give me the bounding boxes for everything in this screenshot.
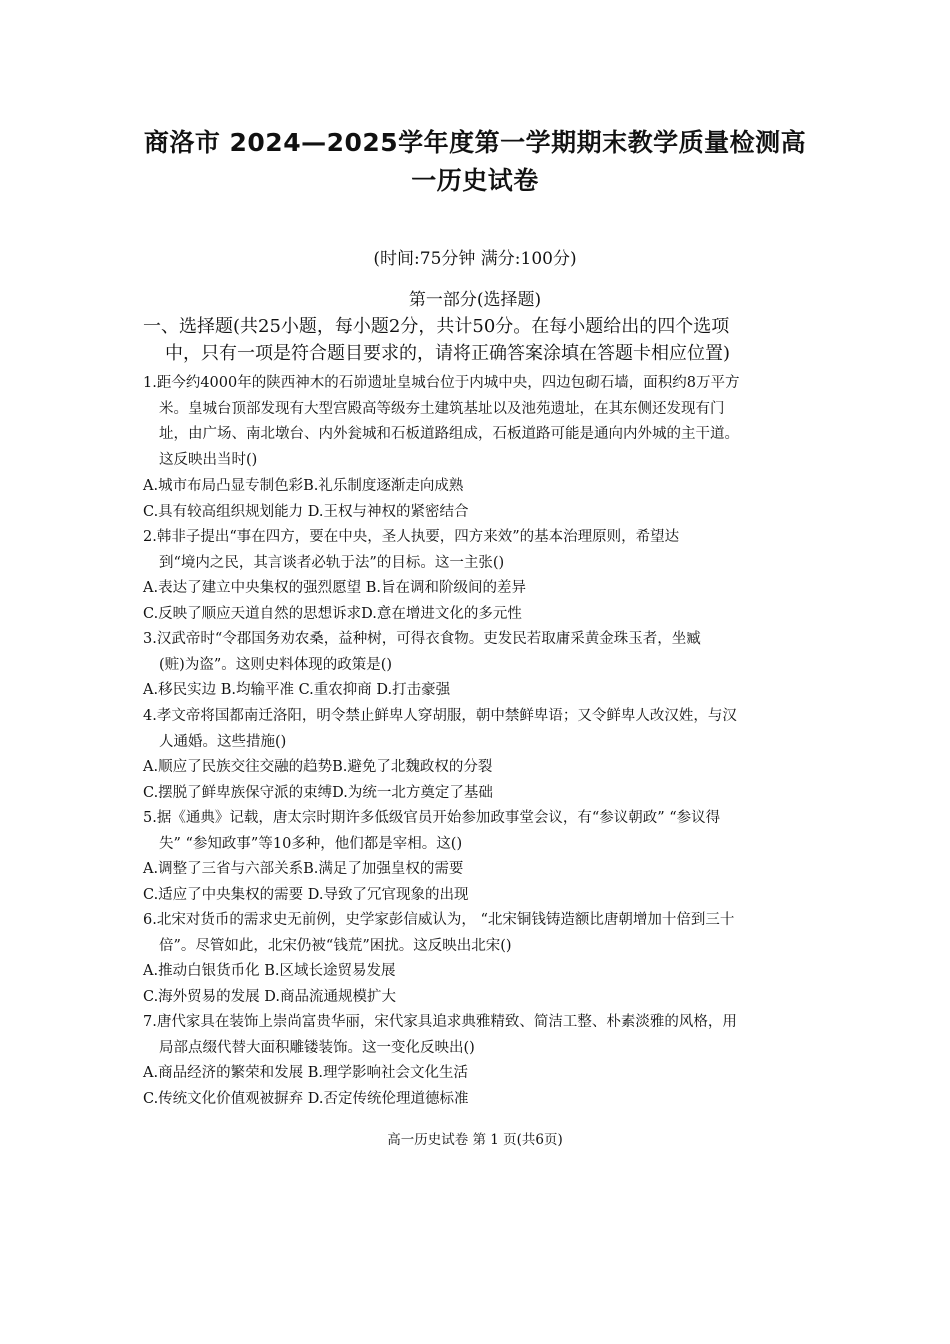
option-line: A.调整了三省与六部关系B.满足了加强皇权的需要	[143, 861, 464, 877]
option-line: C.摆脱了鲜卑族保守派的束缚D.为统一北方奠定了基础	[143, 784, 493, 801]
question-line: 2.韩非子提出“事在四方，要在中央，圣人执要，四方来效”的基本治理原则，希望达	[143, 529, 680, 545]
option-line: A.商品经济的繁荣和发展 B.理学影响社会文化生活	[143, 1065, 468, 1081]
question-line: 3.汉武帝时“令郡国务劝农桑，益种树，可得衣食物。吏发民若取庸采黄金珠玉者，坐臧	[143, 631, 701, 647]
question-6	[143, 908, 815, 959]
question-2	[143, 525, 815, 576]
part-heading: 第一部分(选择题)	[408, 290, 542, 310]
title-line-1: 商洛市 2024—2025学年度第一学期期末教学质量检测高	[143, 128, 807, 157]
question-line: (赃)为盗”。这则史料体现的政策是()	[159, 656, 393, 673]
option-line: C.海外贸易的发展 D.商品流通规模扩大	[143, 988, 397, 1005]
question-line: 6.北宋对货币的需求史无前例，史学家彭信威认为， “北宋铜钱铸造额比唐朝增加十倍到三十	[143, 912, 735, 928]
question-5-options	[143, 857, 815, 908]
question-line: 7.唐代家具在装饰上崇尚富贵华丽，宋代家具追求典雅精致、简洁工整、朴素淡雅的风格，用	[143, 1014, 737, 1030]
question-2-options	[143, 576, 815, 627]
question-4-options	[143, 755, 815, 806]
question-line: 1.距今约4000年的陕西神木的石峁遗址皇城台位于内城中央，四边包砌石墙，面积约8万平方	[143, 375, 740, 391]
question-3-options	[143, 678, 815, 704]
option-line: C.反映了顺应天道自然的思想诉求D.意在增进文化的多元性	[143, 605, 522, 622]
question-1	[143, 371, 815, 474]
question-5	[143, 806, 815, 857]
option-line: C.适应了中央集权的需要 D.导致了冗官现象的出现	[143, 886, 469, 903]
question-line: 倍”。尽管如此，北宋仍被“钱荒”困扰。这反映出北宋()	[159, 937, 512, 954]
question-line: 址，由广场、南北墩台、内外瓮城和石板道路组成，石板道路可能是通向内外城的主干道。	[159, 426, 739, 443]
section-line-1: 一、选择题(共25小题，每小题2分，共计50分。在每小题给出的四个选项	[143, 316, 730, 337]
option-line: A.城市布局凸显专制色彩B.礼乐制度逐渐走向成熟	[143, 478, 464, 494]
section-instructions	[143, 313, 813, 367]
question-line: 米。皇城台顶部发现有大型宫殿高等级夯土建筑基址以及池苑遗址，在其东侧还发现有门	[159, 400, 725, 417]
page-title	[110, 124, 840, 200]
question-1-options	[143, 474, 815, 525]
question-3	[143, 627, 815, 678]
question-line: 这反映出当时()	[159, 452, 258, 469]
option-line: C.传统文化价值观被摒弃 D.否定传统伦理道德标准	[143, 1090, 469, 1107]
question-7	[143, 1010, 815, 1061]
question-7-options	[143, 1061, 815, 1112]
page-footer: 高一历史试卷 第 1 页(共6页)	[387, 1132, 563, 1148]
option-line: A.移民实边 B.均输平准 C.重农抑商 D.打击豪强	[143, 682, 451, 698]
exam-meta: (时间:75分钟 满分:100分)	[373, 249, 577, 269]
question-line: 局部点缀代替大面积雕镂装饰。这一变化反映出()	[159, 1039, 475, 1056]
question-line: 到“境内之民，其言谈者必轨于法”的目标。这一主张()	[159, 554, 505, 571]
question-line: 人通婚。这些措施()	[159, 733, 287, 750]
section-line-2: 中，只有一项是符合题目要求的，请将正确答案涂填在答题卡相应位置)	[165, 343, 731, 364]
option-line: A.表达了建立中央集权的强烈愿望 B.旨在调和阶级间的差异	[143, 580, 526, 596]
question-line: 4.孝文帝将国都南迁洛阳，明令禁止鲜卑人穿胡服，朝中禁鲜卑语；又令鲜卑人改汉姓，与汉	[143, 708, 737, 724]
option-line: A.推动白银货币化 B.区域长途贸易发展	[143, 963, 396, 979]
question-6-options	[143, 959, 815, 1010]
option-line: A.顺应了民族交往交融的趋势B.避免了北魏政权的分裂	[143, 759, 493, 775]
option-line: C.具有较高组织规划能力 D.王权与神权的紧密结合	[143, 503, 469, 520]
question-line: 5.据《通典》记载，唐太宗时期许多低级官员开始参加政事堂会议，有“参议朝政” “参议得	[143, 810, 721, 826]
question-line: 失” “参知政事”等10多种，他们都是宰相。这()	[159, 835, 463, 852]
title-line-2: 一历史试卷	[411, 166, 539, 195]
question-4	[143, 704, 815, 755]
